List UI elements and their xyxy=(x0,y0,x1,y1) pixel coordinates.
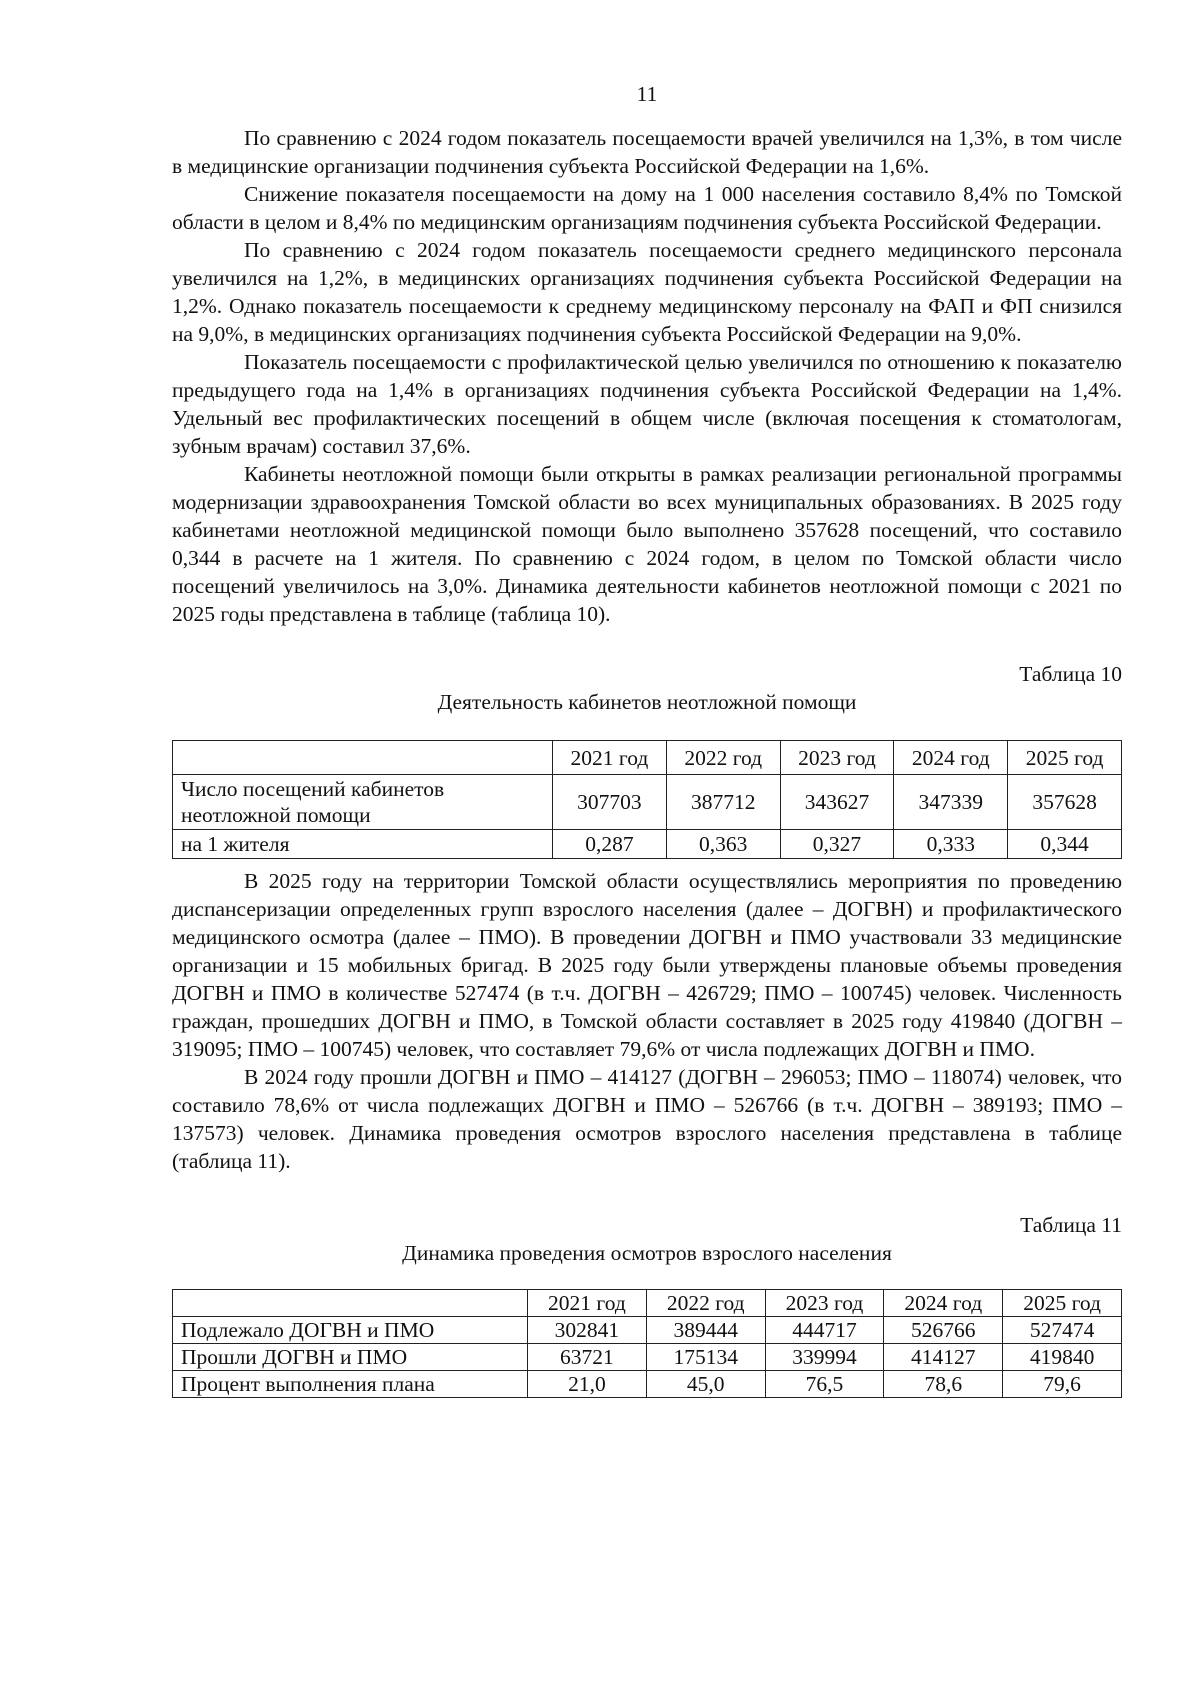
table-cell: 389444 xyxy=(646,1317,765,1344)
table-header-row xyxy=(173,741,1122,775)
table-11-number: Таблица 11 xyxy=(1020,1213,1122,1237)
row-label: Подлежало ДОГВН и ПМО xyxy=(173,1317,528,1344)
column-header: 2024 год xyxy=(894,741,1008,775)
paragraph: По сравнению с 2024 годом показатель посещаемости среднего медицинского персонала увеличился на 1,2%, в медицинских организациях подчинения субъекта Российской Федерации на 1,2%. Однако показатель посещаемости к среднему медицинскому персоналу на ФАП и ФП снизился на 9,0%, в медицинских организациях подчинения субъекта Российской Федерации на 9,0%. xyxy=(172,238,1122,346)
table-cell: 175134 xyxy=(646,1344,765,1371)
table-10-caption: Деятельность кабинетов неотложной помощи xyxy=(437,690,857,714)
table-cell: 527474 xyxy=(1003,1317,1122,1344)
table-cell: 307703 xyxy=(553,775,667,830)
column-header: 2022 год xyxy=(666,741,780,775)
column-header: 2024 год xyxy=(884,1290,1003,1317)
table-cell: 0,333 xyxy=(894,830,1008,859)
column-header: 2021 год xyxy=(553,741,667,775)
table-11 xyxy=(172,1289,1122,1398)
table-11-caption: Динамика проведения осмотров взрослого населения xyxy=(402,1241,892,1265)
page-number: 11 xyxy=(636,82,658,106)
table-row xyxy=(173,1317,1122,1344)
table-cell: 76,5 xyxy=(765,1371,884,1398)
table-cell: 45,0 xyxy=(646,1371,765,1398)
column-header: 2022 год xyxy=(646,1290,765,1317)
row-label: на 1 жителя xyxy=(173,830,553,859)
table-cell: 444717 xyxy=(765,1317,884,1344)
column-header: 2023 год xyxy=(765,1290,884,1317)
table-10-number: Таблица 10 xyxy=(1019,662,1122,686)
table-cell: 78,6 xyxy=(884,1371,1003,1398)
table-corner-cell xyxy=(173,741,553,775)
table-corner-cell xyxy=(173,1290,528,1317)
table-cell: 347339 xyxy=(894,775,1008,830)
paragraph: В 2025 году на территории Томской области осуществлялись мероприятия по проведению диспансеризации определенных групп взрослого населения (далее – ДОГВН) и профилактического медицинского осмотра (далее – ПМО). В проведении ДОГВН и ПМО участвовали 33 медицинские организации и 15 мобильных бригад. В 2025 году были утверждены плановые объемы проведения ДОГВН и ПМО в количестве 527474 (в т.ч. ДОГВН – 426729; ПМО – 100745) человек. Численность граждан, прошедших ДОГВН и ПМО, в Томской области составляет в 2025 году 419840 (ДОГВН – 319095; ПМО – 100745) человек, что составляет 79,6% от числа подлежащих ДОГВН и ПМО. xyxy=(172,869,1122,1061)
table-row xyxy=(173,1344,1122,1371)
column-header: 2025 год xyxy=(1003,1290,1122,1317)
table-cell: 387712 xyxy=(666,775,780,830)
paragraph: В 2024 году прошли ДОГВН и ПМО – 414127 (ДОГВН – 296053; ПМО – 118074) человек, что составило 78,6% от числа подлежащих ДОГВН и ПМО – 526766 (в т.ч. ДОГВН – 389193; ПМО – 137573) человек. Динамика проведения осмотров взрослого населения представлена в таблице (таблица 11). xyxy=(172,1065,1122,1173)
table-cell: 63721 xyxy=(528,1344,647,1371)
table-cell: 0,287 xyxy=(553,830,667,859)
table-cell: 0,327 xyxy=(780,830,894,859)
table-cell: 302841 xyxy=(528,1317,647,1344)
table-cell: 0,363 xyxy=(666,830,780,859)
column-header: 2023 год xyxy=(780,741,894,775)
row-label: Прошли ДОГВН и ПМО xyxy=(173,1344,528,1371)
row-label: Процент выполнения плана xyxy=(173,1371,528,1398)
table-cell: 419840 xyxy=(1003,1344,1122,1371)
table-cell: 357628 xyxy=(1008,775,1122,830)
table-row xyxy=(173,775,1122,830)
paragraph: По сравнению с 2024 годом показатель посещаемости врачей увеличился на 1,3%, в том числе в медицинские организации подчинения субъекта Российской Федерации на 1,6%. xyxy=(172,126,1122,178)
document-page xyxy=(172,80,1122,1398)
paragraph: Показатель посещаемости с профилактической целью увеличился по отношению к показателю предыдущего года на 1,4% в организациях подчинения субъекта Российской Федерации на 1,4%. Удельный вес профилактических посещений в общем числе (включая посещения к стоматологам, зубным врачам) составил 37,6%. xyxy=(172,350,1122,458)
table-10 xyxy=(172,740,1122,859)
table-cell: 21,0 xyxy=(528,1371,647,1398)
column-header: 2021 год xyxy=(528,1290,647,1317)
table-cell: 0,344 xyxy=(1008,830,1122,859)
table-row xyxy=(173,1371,1122,1398)
table-cell: 414127 xyxy=(884,1344,1003,1371)
table-header-row xyxy=(173,1290,1122,1317)
paragraph: Снижение показателя посещаемости на дому на 1 000 населения составило 8,4% по Томской области в целом и 8,4% по медицинским организациям подчинения субъекта Российской Федерации. xyxy=(172,182,1122,234)
row-label: Число посещений кабинетов неотложной помощи xyxy=(173,775,553,830)
table-row xyxy=(173,830,1122,859)
table-cell: 526766 xyxy=(884,1317,1003,1344)
table-cell: 343627 xyxy=(780,775,894,830)
column-header: 2025 год xyxy=(1008,741,1122,775)
table-cell: 79,6 xyxy=(1003,1371,1122,1398)
table-cell: 339994 xyxy=(765,1344,884,1371)
paragraph: Кабинеты неотложной помощи были открыты в рамках реализации региональной программы модернизации здравоохранения Томской области во всех муниципальных образованиях. В 2025 году кабинетами неотложной медицинской помощи было выполнено 357628 посещений, что составило 0,344 в расчете на 1 жителя. По сравнению с 2024 годом, в целом по Томской области число посещений увеличилось на 3,0%. Динамика деятельности кабинетов неотложной помощи с 2021 по 2025 годы представлена в таблице (таблица 10). xyxy=(172,462,1122,626)
